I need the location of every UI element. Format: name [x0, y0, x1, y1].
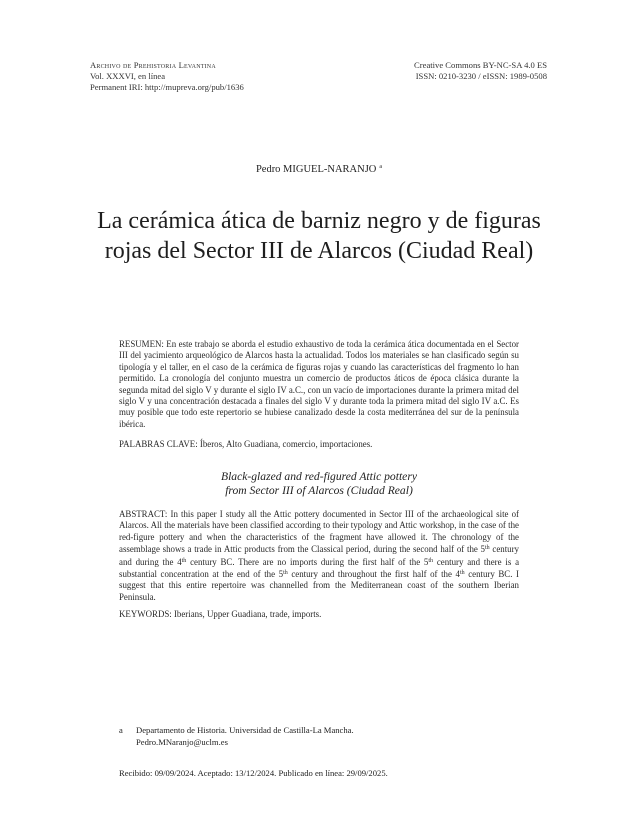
publication-dates: Recibido: 09/09/2024. Aceptado: 13/12/2024. Publicado en línea: 29/09/2025. — [119, 768, 388, 778]
abstract-text: century and throughout the first half of the 4 — [287, 569, 460, 580]
footnote-affiliation: Departamento de Historia. Universidad de Castilla-La Mancha. — [136, 725, 354, 735]
license-header — [414, 60, 547, 82]
english-title-line-2: from Sector III of Alarcos (Ciudad Real) — [225, 484, 413, 497]
abstract-text: century BC. There are no imports during the first half of the 5 — [186, 556, 429, 567]
ordinal-suffix: th — [428, 557, 434, 564]
footnote-email[interactable]: Pedro.MNaranjo@uclm.es — [136, 737, 228, 747]
author-affiliation-mark: a — [379, 164, 383, 170]
abstract-text: century and there is a substantial concentration at the end of the 5 — [119, 556, 520, 580]
resumen-paragraph: RESUMEN: En este trabajo se aborda el estudio exhaustivo de toda la cerámica ática documentada en el Sector III del yacimiento arqueológico de Alarcos hasta la actualidad. Todos los materiales se han clasificado según su tipología y el taller, en el caso de la cerámica de figuras rojas y cuando las características del fragmento lo han permitido. La cronología del conjunto muestra un comercio de productos áticos de época clásica durante la segunda mitad del siglo V y durante el siglo IV a.C., con un vacío de importaciones durante la primera mitad del siglo V y una concentración destacada a finales del siglo V y durante toda la primera mitad del siglo IV a.C. Es muy posible que todo este repertorio se hubiese canalizado desde la costa mediterránea del sur de la península ibérica. — [119, 339, 519, 429]
paper-title — [60, 206, 578, 266]
keywords: KEYWORDS: Iberians, Upper Guadiana, trade, imports. — [119, 609, 322, 619]
issn-text: ISSN: 0210-3230 / eISSN: 1989-0508 — [415, 71, 547, 81]
affiliation-footnote — [119, 724, 354, 748]
ordinal-suffix: th — [459, 570, 465, 577]
english-title-line-1: Black-glazed and red-figured Attic pottery — [221, 470, 417, 483]
author-line — [0, 164, 638, 175]
abstract-paragraph — [119, 509, 519, 603]
footnote-mark: a — [119, 725, 123, 735]
ordinal-suffix: th — [484, 545, 490, 552]
ordinal-suffix: th — [283, 570, 288, 577]
ordinal-suffix: th — [181, 557, 187, 564]
journal-volume: Vol. XXXVI, en línea — [90, 71, 166, 81]
journal-name: Archivo de Prehistoria Levantina — [90, 60, 216, 70]
abstract-text: century BC. I suggest that this entire repertoire was channelled from the Mediterranean coast of the southern Iberian Peninsula. — [119, 569, 519, 602]
permanent-iri[interactable]: Permanent IRI: http://mupreva.org/pub/1636 — [90, 82, 244, 92]
journal-header — [90, 60, 244, 93]
abstract-text: century and during the 4 — [119, 544, 519, 567]
title-line-2: rojas del Sector III de Alarcos (Ciudad Real) — [104, 238, 534, 264]
abstract-text: ABSTRACT: In this paper I study all the Attic pottery documented in Sector III of the archaeological site of Alarcos. All the materials have been classified according to their typology and Attic workshop, in the case of the red-figure pottery and when the characteristics of the fragment have allowed it. The chronology of the assemblage shows a trade in Attic products from the Classical period, during the second half of the 5 — [119, 509, 519, 555]
author-name: Pedro MIGUEL-NARANJO — [255, 164, 377, 175]
title-line-1: La cerámica ática de barniz negro y de figuras — [97, 208, 541, 234]
license-text: Creative Commons BY-NC-SA 4.0 ES — [414, 60, 547, 70]
english-title — [0, 470, 638, 498]
palabras-clave: PALABRAS CLAVE: Íberos, Alto Guadiana, comercio, importaciones. — [119, 439, 373, 449]
